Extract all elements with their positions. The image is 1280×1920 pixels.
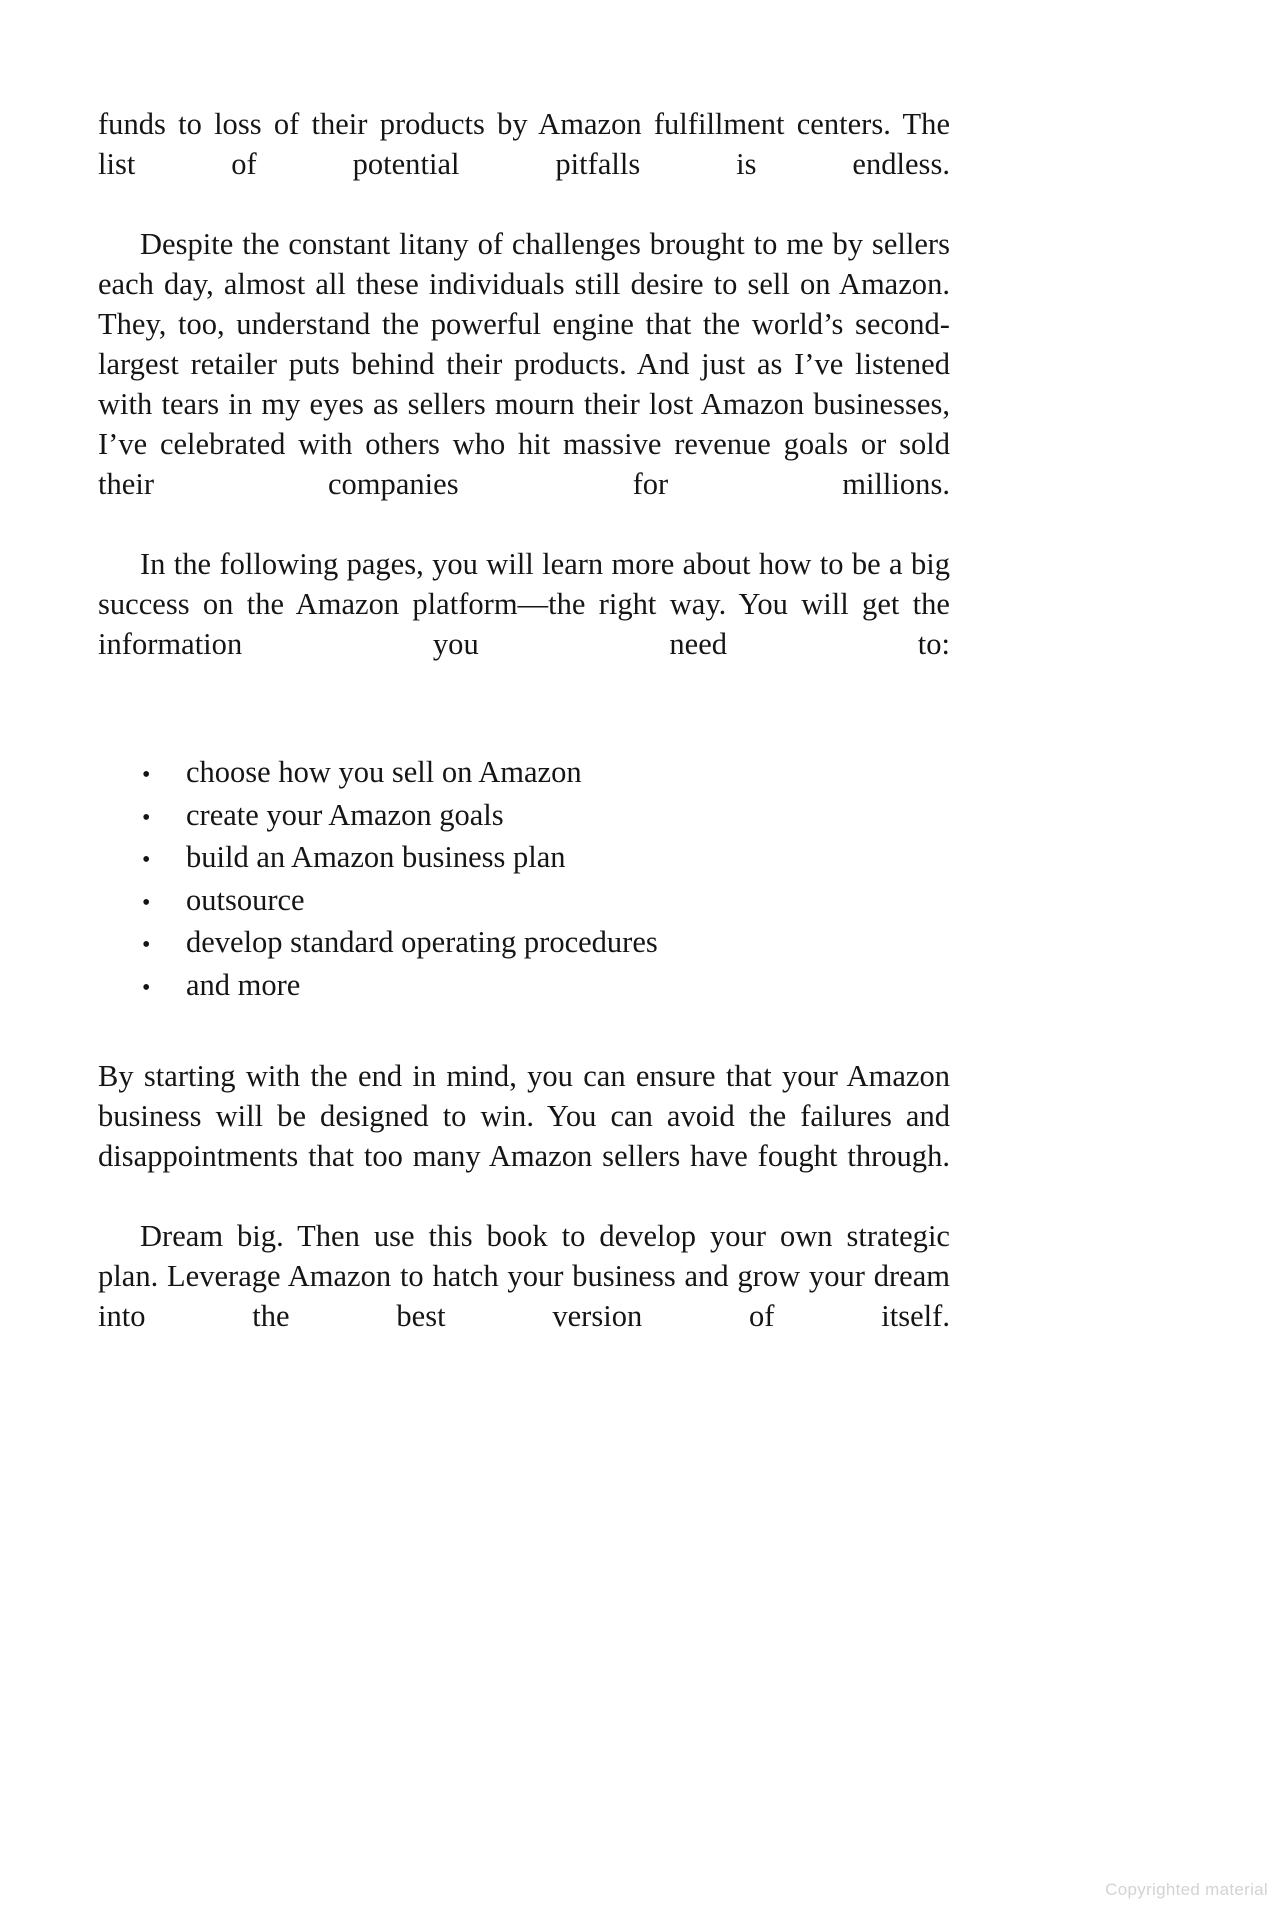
- list-item-label: outsource: [186, 882, 305, 917]
- learning-outcomes-list: [98, 753, 950, 1009]
- list-item-label: develop standard operating procedures: [186, 925, 658, 960]
- list-item: [98, 923, 950, 966]
- paragraph-dream-big: Dream big. Then use this book to develop your own strategic plan. Leverage Amazon to hatch your business and grow your dream into the best version of itself.: [98, 1218, 950, 1333]
- paragraph-in-the-following-pages: In the following pages, you will learn more about how to be a big success on the Amazon platform—the right way. You will get the information you need to:: [98, 547, 950, 661]
- bullet-point-icon: •: [142, 847, 151, 874]
- paragraph-funds-to-loss: funds to loss of their products by Amazon fulfillment centers. The list of potential pitfalls is endless.: [98, 107, 950, 181]
- list-item-label: build an Amazon business plan: [186, 840, 566, 875]
- copyrighted-material-watermark: Copyrighted material: [1105, 1880, 1268, 1899]
- list-item-label: choose how you sell on Amazon: [186, 755, 582, 789]
- list-item-label: create your Amazon goals: [186, 797, 504, 832]
- paragraph-by-starting-with-the-end: By starting with the end in mind, you can ensure that your Amazon business will be designed to win. You can avoid the failures and disappointments that too many Amazon sellers have fought through.: [98, 1058, 950, 1173]
- list-item: [98, 753, 950, 796]
- bullet-point-icon: •: [142, 889, 151, 916]
- list-item: [98, 796, 950, 839]
- page-text-column: [98, 104, 950, 1376]
- bullet-point-icon: •: [142, 762, 151, 788]
- bullet-point-icon: •: [142, 932, 151, 959]
- list-item: [98, 881, 950, 924]
- list-item: [98, 966, 950, 1009]
- list-item-label: and more: [186, 967, 301, 1002]
- paragraph-despite-the-constant-litany: Despite the constant litany of challenges brought to me by sellers each day, almost all these individuals still desire to sell on Amazon. They, too, understand the powerful engine that the world’s second-largest retailer puts behind their products. And just as I’ve listened with tears in my eyes as sellers mourn their lost Amazon businesses, I’ve celebrated with others who hit massive revenue goals or sold their companies for millions.: [98, 227, 950, 501]
- bullet-point-icon: •: [142, 804, 151, 831]
- bullet-point-icon: •: [142, 974, 151, 1001]
- list-item: [98, 838, 950, 881]
